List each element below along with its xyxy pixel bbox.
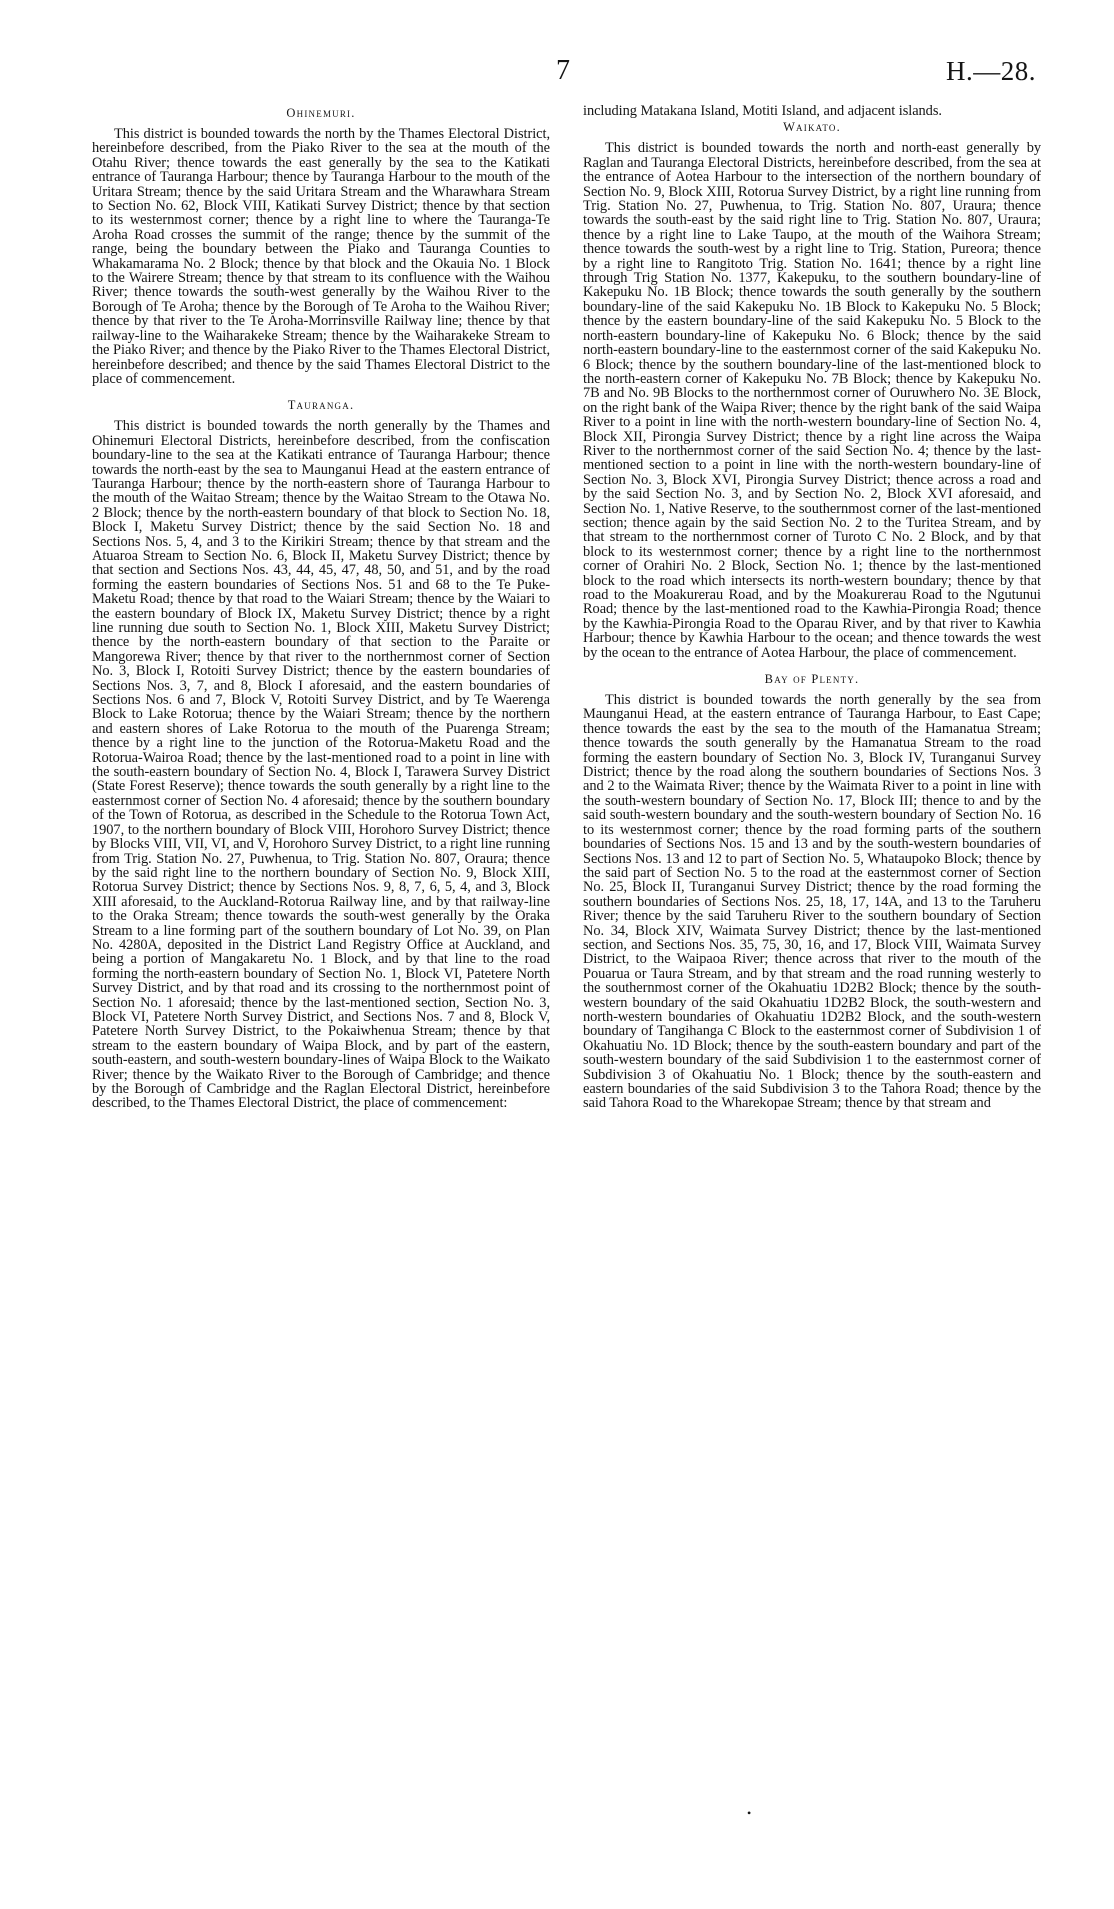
- right-column: [583, 104, 1041, 1794]
- page-number: 7: [556, 55, 570, 86]
- paragraph-tauranga-continuation: including Matakana Island, Motiti Island, and adjacent islands.: [583, 104, 942, 119]
- left-column: [92, 104, 550, 1794]
- heading-waikato: Waikato.: [783, 120, 841, 135]
- page-header: [0, 54, 1114, 88]
- paragraph-ohinemuri: This district is bounded towards the north by the Thames Electoral District, hereinbefore described, from the Piako River to the sea at the mouth of the Otahu River; thence towards the east generally by the sea to the Katikati entrance of Tauranga Harbour; thence by Tauranga Harbour to the mouth of the Uritara Stream; thence by the said Uritara Stream and the Wharawhara Stream to Section No. 62, Block VIII, Katikati Survey District; thence by that section to its westernmost corner; thence by a right line to where the Tauranga-Te Aroha Road crosses the summit of the range; thence by the summit of the range, being the boundary between the Piako and Tauranga Counties to Whakamarama No. 2 Block; thence by that block and the Okauia No. 1 Block to the Wairere Stream; thence by that stream to its confluence with the Waihou River; thence towards the south-west generally by the Waihou River to the Borough of Te Aroha; thence by the Borough of Te Aroha to the Waihou River; thence by that river to the Te Aroha-Morrinsville Railway line; thence by that railway-line to the Waiharakeke Stream; thence by the Waiharakeke Stream to the Piako River; and thence by the Piako River to the Thames Electoral District, hereinbefore described; and thence by the said Thames Electoral District to the place of commencement.: [92, 126, 550, 387]
- heading-bay-of-plenty: Bay of Plenty.: [764, 672, 860, 687]
- document-reference: H.—28.: [946, 56, 1036, 86]
- paragraph-waikato: This district is bounded towards the north and north-east generally by Raglan and Tauranga Electoral Districts, hereinbefore described, from the sea at the entrance of Aotea Harbour to the intersection of the northern boundary of Section No. 9, Block XIII, Rotorua Survey District, by a right line running from Trig. Station No. 27, Puwhenua, to Trig. Station No. 807, Uraura; thence towards the south-east by the said right line to Trig. Station No. 807, Uraura; thence by a right line to Lake Taupo, at the mouth of the Waihora Stream; thence towards the south-west by a right line to Trig. Station, Pureora; thence by a right line to Rangitoto Trig. Station No. 1641; thence by a right line through Trig Station No. 1377, Kakepuku, to the southern boundary-line of Kakepuku No. 1B Block; thence towards the south generally by the southern boundary-line of the said Kakepuku No. 1B Block to Kakepuku No. 5 Block; thence by the eastern boundary-line of the said Kakepuku No. 5 Block to the north-eastern boundary-line of Kakepuku No. 6 Block; thence by the said north-eastern boundary-line to the easternmost corner of the said Kakepuku No. 6 Block; thence by the southern boundary-line of the last-mentioned block to the north-eastern corner of Kakepuku No. 7B Block; thence by Kakepuku No. 7B and No. 9B Blocks to the northernmost corner of Ouruwhero No. 3E Block, on the right bank of the Waipa River; thence by the right bank of the said Waipa River to a point in line with the north-western boundary-line of Section No. 4, Block XII, Pirongia Survey District; thence by a right line across the Waipa River to the northernmost corner of the said Section No. 4; thence by the last-mentioned section to a point in line with the north-western boundary-line of Section No. 3, Block XVI, Pirongia Survey District; thence across a road and by the said Section No. 3, and by Section No. 2, Block XVI aforesaid, and Section No. 1, Native Reserve, to the southernmost corner of the last-mentioned section; thence again by the said Section No. 2 to the Turitea Stream, and by that stream to the northernmost corner of Turoto C No. 2 Block, and by that block to its westernmost corner; thence by a right line to the northernmost corner of Orahiri No. 2 Block, Section No. 1; thence by the last-mentioned block to the road which intersects its north-western boundary; thence by that road to the Moakurerau Road, and by the Moakurerau Road to the Ngutunui Road; thence by the last-mentioned road to the Kawhia-Pirongia Road; thence by the Kawhia-Pirongia Road to the Oparau River, and by that river to Kawhia Harbour; thence by Kawhia Harbour to the ocean; and thence towards the west by the ocean to the entrance of Aotea Harbour, the place of commencement.: [583, 140, 1041, 661]
- paragraph-bay-of-plenty: This district is bounded towards the north generally by the sea from Maunganui Head, at the eastern entrance of Tauranga Harbour, to East Cape; thence towards the east by the sea to the mouth of the Hamanatua Stream; thence towards the south generally by the Hamanatua Stream to the road forming the eastern boundary of Section No. 3, Block IV, Turanganui Survey District; thence by the road along the southern boundaries of Sections Nos. 3 and 2 to the Waimata River; thence by the Waimata River to a point in line with the south-western boundary of Section No. 17, Block III; thence to and by the said south-western boundary and the south-western boundary of Section No. 16 to its westernmost corner; thence by the road forming parts of the southern boundaries of Sections Nos. 15 and 13 and by the south-western boundaries of Sections Nos. 13 and 12 to part of Section No. 5, Whataupoko Block; thence by the said part of Section No. 5 to the road at the easternmost corner of Section No. 25, Block II, Turanganui Survey District; thence by the road forming the southern boundaries of Sections Nos. 25, 18, 17, 14A, and 13 to the Taruheru River; thence by the said Taruheru River to the southern boundary of Section No. 34, Block XIV, Waimata Survey District; thence by the last-mentioned section, and Sections Nos. 35, 75, 30, 16, and 17, Block VIII, Waimata Survey District, to the Waipaoa River; thence across that river to the mouth of the Pouarua or Taura Stream, and by that stream and the road running westerly to the southernmost corner of the Okahuatiu 1D2B2 Block; thence by the south-western boundary of the said Okahuatiu 1D2B2 Block, the south-western and north-western boundaries of Okahuatiu 1D2B2 Block, and the south-western boundary of Tangihanga C Block to the easternmost corner of Subdivision 1 of Okahuatiu No. 1D Block; thence by the south-eastern boundary and part of the south-western boundary of the said Subdivision 1 to the easternmost corner of Subdivision 3 of Okahuatiu No. 1 Block; thence by the south-eastern and eastern boundaries of the said Subdivision 3 to the Tahora Road; thence by the said Tahora Road to the Wharekopae Stream; thence by that stream and: [583, 692, 1041, 1112]
- heading-ohinemuri: Ohinemuri.: [286, 106, 356, 120]
- footer-mark: •: [747, 1806, 752, 1820]
- paragraph-tauranga: This district is bounded towards the north generally by the Thames and Ohinemuri Electoral Districts, hereinbefore described, from the confiscation boundary-line to the sea at the Katikati entrance of Tauranga Harbour; thence towards the north-east by the sea to Maunganui Head at the eastern entrance of Tauranga Harbour; thence by the north-eastern shore of Tauranga Harbour to the mouth of the Waitao Stream; thence by the Waitao Stream to the Otawa No. 2 Block; thence by the north-eastern boundary of that block to Section No. 18, Block I, Maketu Survey District; thence by the said Section No. 18 and Sections Nos. 5, 4, and 3 to the Kirikiri Stream; thence by that stream and the Atuaroa Stream to Section No. 6, Block II, Maketu Survey District; thence by that section and Sections Nos. 43, 44, 45, 47, 48, 50, and 51, and by the road forming the eastern boundaries of Sections Nos. 51 and 68 to the Te Puke-Maketu Road; thence by that road to the Waiari Stream; thence by the Waiari to the eastern boundary of Block IX, Maketu Survey District; thence by a right line running due south to Section No. 1, Block XIII, Maketu Survey District; thence by the north-eastern boundary of that section to the Paraite or Mangorewa River; thence by that river to the northernmost corner of Section No. 3, Block I, Rotoiti Survey District; thence by the eastern boundaries of Sections Nos. 3, 7, and 8, Block I aforesaid, and the eastern boundaries of Sections Nos. 6 and 7, Block V, Rotoiti Survey District, and by Te Waerenga Block to Lake Rotorua; thence by the Waiari Stream; thence by the northern and eastern shores of Lake Rotorua to the mouth of the Puarenga Stream; thence by a right line to the junction of the Rotorua-Maketu Road and the Rotorua-Wairoa Road; thence by the last-mentioned road to a point in line with the south-eastern boundary of Section No. 4, Block I, Tarawera Survey District (State Forest Reserve); thence towards the south generally by a right line to the easternmost corner of Section No. 4 aforesaid; thence by the southern boundary of the Town of Rotorua, as described in the Schedule to the Rotorua Town Act, 1907, to the northern boundary of Block VIII, Horohoro Survey District; thence by Blocks VIII, VII, VI, and V, Horohoro Survey District, to a right line running from Trig. Station No. 27, Puwhenua, to Trig. Station No. 807, Oraura; thence by the said right line to the northern boundary of Section No. 9, Block XIII, Rotorua Survey District; thence by Sections Nos. 9, 8, 7, 6, 5, 4, and 3, Block XIII aforesaid, to the Auckland-Rotorua Railway line, and by that railway-line to the Oraka Stream; thence towards the south-west generally by the Oraka Stream to a line forming part of the southern boundary of Lot No. 39, on Plan No. 4280A, deposited in the District Land Registry Office at Auckland, and being a portion of Mangakaretu No. 1 Block, and by that line to the road forming the north-eastern boundary of Section No. 1, Block VI, Patetere North Survey District, and by that road and its crossing to the northernmost point of Section No. 1 aforesaid; thence by the last-mentioned section, Section No. 3, Block VI, Patetere North Survey District, and Sections Nos. 7 and 8, Block V, Patetere North Survey District, to the Pokaiwhenua Stream; thence by that stream to the eastern boundary of Waipa Block, and by part of the eastern, south-eastern, and south-western boundary-lines of Waipa Block to the Waikato River; thence by the Waikato River to the Borough of Cambridge; and thence by the Borough of Cambridge and the Raglan Electoral District, hereinbefore described, to the Thames Electoral District, the place of commencement:: [92, 418, 550, 1112]
- heading-tauranga: Tauranga.: [287, 398, 355, 413]
